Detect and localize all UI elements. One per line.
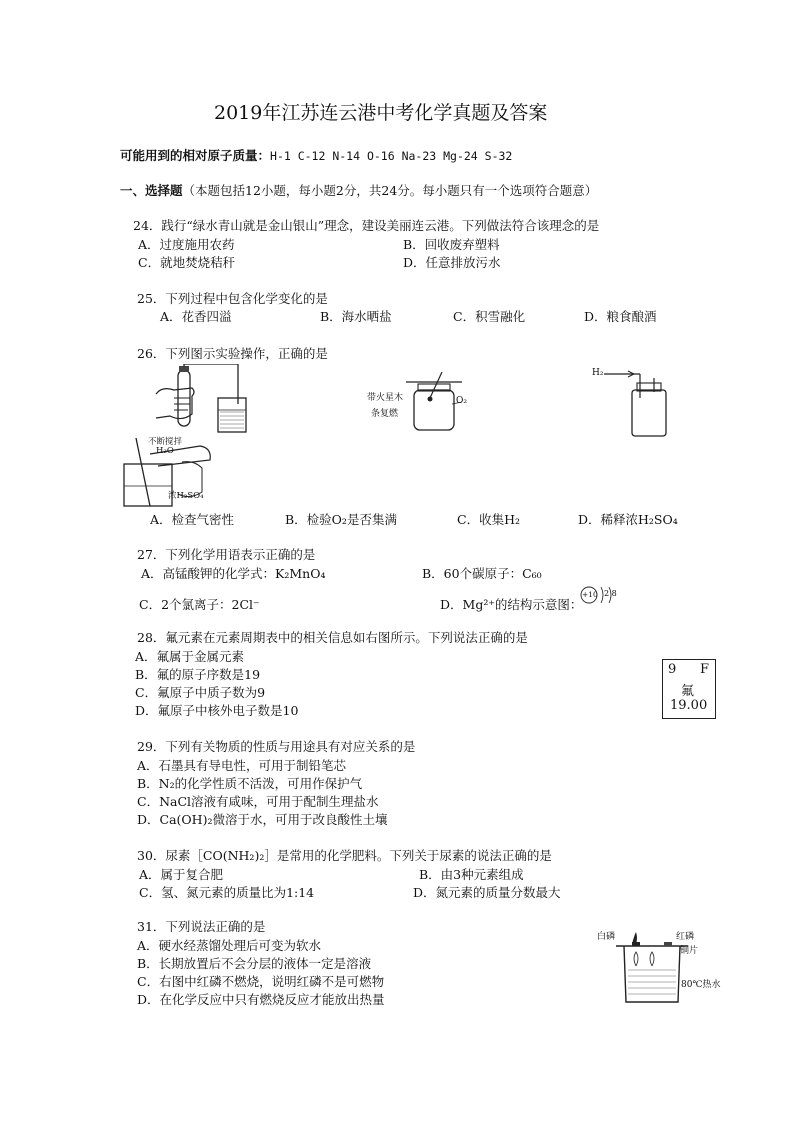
q24-option-d: D．任意排放污水 [403,255,501,270]
section-heading [120,181,597,199]
q24-stem: 24．践行“绿水青山就是金山银山”理念，建设美丽连云港。下列做法符合该理念的是 [133,218,600,233]
q28-option-b: B．氟的原子序数是19 [135,667,261,682]
q25-option-a: A．花香四溢 [160,309,232,324]
fluorine-periodic-cell [662,659,716,719]
q28-option-a: A．氟属于金属元素 [135,649,245,664]
q30-option-b: B．由3种元素组成 [419,867,524,882]
q30-option-c: C．氢、氮元素的质量比为1:14 [139,885,315,900]
q31-stem: 31．下列说法正确的是 [137,919,266,934]
q28-option-d: D．氟原子中核外电子数是10 [135,703,299,718]
q25-option-c: C．积雪融化 [453,309,526,324]
q29-stem: 29．下列有关物质的性质与用途具有对应关系的是 [137,739,416,754]
atomic-mass-line [120,146,512,164]
gas-collection-bottle-icon [592,368,672,438]
q27-option-a: A．高锰酸钾的化学式：K₂MnO₄ [141,566,326,581]
q31-fig-white-phosphorus: 白磷 [597,932,616,942]
mg-ion-shells: 2 8 [604,589,617,598]
q28-option-c: C．氟原子中质子数为9 [135,685,266,700]
q29-option-a: A．石墨具有导电性，可用于制铅笔芯 [137,758,347,773]
q29-option-b: B．N₂的化学性质不活泼，可用作保护气 [137,776,363,791]
q26-option-a: A．检查气密性 [150,512,235,527]
q26-fig-b-o2: O₂ [456,396,467,406]
section-label: 一、选择题 [120,183,183,198]
section-description: （本题包括12小题，每小题2分，共24分。每小题只有一个选项符合题意） [182,183,598,198]
q30-option-d: D．氮元素的质量分数最大 [413,885,561,900]
q26-fig-d-water: H₂O [156,446,174,456]
q25-option-d: D．粮食酿酒 [584,309,657,324]
q26-option-b: B．检验O₂是否集满 [285,512,397,527]
q29-option-c: C．NaCl溶液有咸味，可用于配制生理盐水 [137,794,379,809]
q26-fig-c-h2: H₂ [592,368,604,378]
page-title: 2019年江苏连云港中考化学真题及答案 [214,102,548,124]
atomic-mass-label: 可能用到的相对原子质量： [120,148,271,163]
q26-option-c: C．收集H₂ [457,512,520,527]
q25-stem: 25．下列过程中包含化学变化的是 [137,291,328,306]
q26-figure-a [152,364,252,436]
q27-option-b: B．60个碳原子：C₆₀ [422,566,542,581]
q31-option-c: C．右图中红磷不燃烧，说明红磷不是可燃物 [137,974,385,989]
q31-fig-hot-water: 80℃热水 [681,980,721,990]
q26-fig-b-label-1: 带火星木 [367,393,404,403]
q26-fig-b-label-2: 条复燃 [371,409,399,419]
q31-fig-red-phosphorus: 红磷 [676,932,695,942]
q26-fig-d-acid: 浓H₂SO₄ [168,491,204,501]
fluorine-atomic-mass: 19.00 [670,698,708,713]
q30-option-a: A．属于复合肥 [139,867,224,882]
q31-option-b: B．长期放置后不会分层的液体一定是溶液 [137,956,372,971]
airtightness-apparatus-icon [152,364,252,436]
q26-option-d: D．稀释浓H₂SO₄ [578,512,678,527]
q27-stem: 27．下列化学用语表示正确的是 [137,547,316,562]
q24-option-c: C．就地焚烧秸秆 [138,255,236,270]
q24-option-a: A．过度施用农药 [138,237,235,252]
q26-fig-d-stir: 不断搅拌 [148,437,183,447]
q31-option-a: A．硬水经蒸馏处理后可变为软水 [137,938,322,953]
q31-fig-copper: 铜片 [680,946,699,956]
q27-option-c: C．2个氯离子：2Cl⁻ [139,597,260,612]
q28-stem: 28．氟元素在元素周期表中的相关信息如右图所示。下列说法正确的是 [137,630,528,645]
mg-ion-nucleus: +10 [582,590,598,599]
fluorine-name: 氟 [681,684,695,699]
atomic-mass-values: H-1 C-12 N-14 O-16 Na-23 Mg-24 S-32 [270,149,513,163]
q26-figure-c [592,368,672,438]
fluorine-atomic-number: 9 [668,662,677,677]
q27-option-d: D．Mg²⁺的结构示意图： [440,597,583,612]
q29-option-d: D．Ca(OH)₂微溶于水，可用于改良酸性土壤 [137,812,388,827]
q31-option-d: D．在化学反应中只有燃烧反应才能放出热量 [137,992,385,1007]
q24-option-b: B．回收废弃塑料 [403,237,500,252]
q26-stem: 26．下列图示实验操作，正确的是 [137,346,328,361]
q30-stem: 30．尿素［CO(NH₂)₂］是常用的化学肥料。下列关于尿素的说法正确的是 [137,848,552,863]
fluorine-symbol: F [700,662,710,677]
q25-option-b: B．海水晒盐 [320,309,392,324]
